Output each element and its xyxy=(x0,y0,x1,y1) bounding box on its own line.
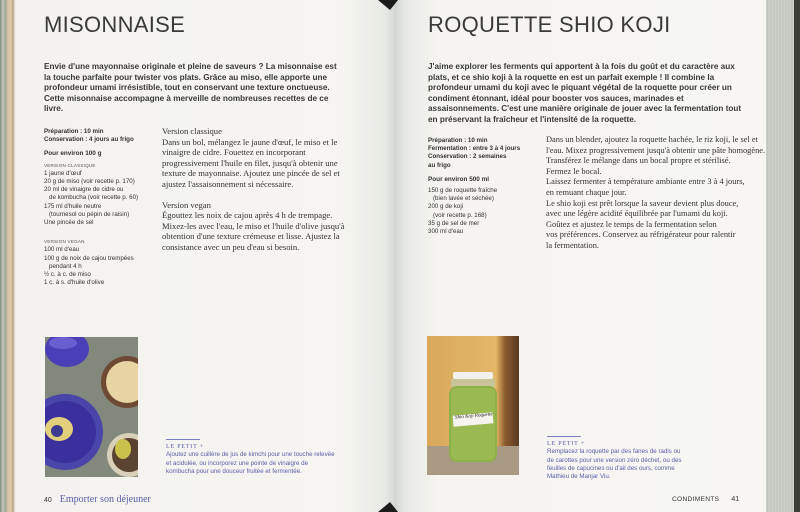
ingredient: 300 ml d'eau xyxy=(428,228,464,236)
ingredient: pendant 4 h xyxy=(49,262,82,270)
ingredient: 100 g de noix de cajou trempées xyxy=(44,254,134,262)
ingredient: 20 ml de vinaigre de cidre ou xyxy=(44,186,124,194)
ingredient: (tournesol ou pépin de raisin) xyxy=(49,210,130,218)
method-vegan-text: Égouttez les noix de cajou après 4 h de trempage. Mixez-les avec l'eau, le miso et l'huile d'olive jusqu'à obtention d'une texture crémeuse et lisse. Ajustez la consistance avec un peu d'eau si besoin. xyxy=(162,210,345,252)
tip-text: Remplacez la roquette par des fanes de radis ou de carottes pour une version zéro déchet, ou des feuilles de capucines ou d'ail des ours, comme Mathieu de Manjar Viu. xyxy=(547,448,682,481)
left-page xyxy=(16,0,394,512)
preparation-time: Préparation : 10 min xyxy=(428,137,488,144)
recipe-meta xyxy=(428,137,548,236)
tip-divider xyxy=(547,436,581,437)
page-folio-right xyxy=(672,496,739,503)
method-line: Laissez fermenter à température ambiante entre 3 à 4 jours, xyxy=(546,177,745,187)
book-page-edges-left xyxy=(0,0,16,512)
book-page-edges-right xyxy=(766,0,800,512)
jar-label: Shio Koji Roquette xyxy=(454,412,493,421)
recipe-method xyxy=(546,135,766,252)
tip-box xyxy=(547,436,687,481)
ingredient: ½ c. à c. de miso xyxy=(44,271,91,279)
ingredient: de kombucha (voir recette p. 60) xyxy=(49,194,139,202)
method-line: Transférez le mélange dans un bocal propre et stérilisé. xyxy=(546,156,731,166)
method-line: vos préférences. Conservez au réfrigérateur pour ralentir xyxy=(546,230,736,240)
shio-koji-jar-image xyxy=(427,336,519,475)
recipe-meta xyxy=(44,128,164,287)
chapter-name: Emporter son déjeuner xyxy=(59,494,151,505)
recipe-title: ROQUETTE SHIO KOJI xyxy=(428,12,671,37)
page-number: 40 xyxy=(44,497,52,504)
tip-label: LE PETIT + xyxy=(547,441,585,447)
ingredients-vegan-heading: VERSION VEGAN xyxy=(44,239,85,245)
tip-label: LE PETIT + xyxy=(166,444,204,450)
ingredient: (bien lavée et séchée) xyxy=(433,195,494,203)
fermentation-time: Fermentation : entre 3 à 4 jours xyxy=(428,145,521,153)
method-line: Fermez le bocal. xyxy=(546,166,602,176)
tip-text: Ajoutez une cuillère de jus de kimchi pour une touche relevée et acidulée, ou incorporez une pointe de vinaigre de kombucha pour une douceur fruitée et fermentée. xyxy=(166,451,335,475)
ingredient: 1 jaune d'œuf xyxy=(44,169,82,177)
method-line: la fermentation. xyxy=(546,240,600,250)
ingredient: 35 g de sel de mer xyxy=(428,219,480,227)
conservation-time: Conservation : 4 jours au frigo xyxy=(44,136,134,144)
ingredient: 150 g de roquette fraîche xyxy=(428,187,498,195)
ingredient: 20 g de miso (voir recette p. 170) xyxy=(44,178,135,186)
ingredient: 1 c. à s. d'huile d'olive xyxy=(44,279,105,287)
recipe-intro: J'aime explorer les ferments qui apportent à la fois du goût et du caractère aux plats, et ce shio koji à la roquette en est un parfait exemple ! Il combine la profondeur umami du koji avec le piquant végétal de la roquette pour créer un condiment étonnant, idéal pour booster vos sauces, marinades et assaisonnements. C'est une manière originale de jouer avec la fermentation tout en préservant la fraîcheur et l'intensité de la roquette. xyxy=(428,62,742,124)
ingredient: 100 ml d'eau xyxy=(44,246,80,254)
method-classic-heading: Version classique xyxy=(162,126,222,136)
recipe-yield: Pour environ 500 ml xyxy=(428,175,490,183)
recipe-photo-misonnaise xyxy=(45,337,138,477)
method-line: en remuant chaque jour. xyxy=(546,187,627,197)
method-vegan-heading: Version vegan xyxy=(162,199,211,210)
recipe-yield: Pour environ 100 g xyxy=(44,150,102,158)
method-line: Goûtez et ajustez le temps de la fermentation selon xyxy=(546,219,717,229)
misonnaise-bowls-image xyxy=(45,337,138,477)
ingredient: Une pincée de sel xyxy=(44,219,94,227)
method-line: Le shio koji est prêt lorsque la saveur devient plus douce, xyxy=(546,198,739,208)
chapter-name: CONDIMENTS xyxy=(672,496,720,503)
tip-box xyxy=(166,439,336,476)
preparation-time: Préparation : 10 min xyxy=(44,128,104,135)
method-line: Dans un blender, ajoutez la roquette hachée, le riz koji, le sel et xyxy=(546,135,758,144)
recipe-title: MISONNAISE xyxy=(44,12,186,37)
ingredient: (voir recette p. 168) xyxy=(433,211,487,219)
recipe-intro: Envie d'une mayonnaise originale et pleine de saveurs ? La misonnaise est la touche parfaite pour twister vos plats. Grâce au miso, elle apporte une profondeur umami irrésistible, tout en conservant une texture onctueuse. Cette misonnaise accompagne à merveille de nombreuses recettes de ce livre. xyxy=(44,62,337,114)
ingredient: 175 ml d'huile neutre xyxy=(44,202,102,210)
method-line: l'eau. Mixez progressivement jusqu'à obtenir une pâte homogène. xyxy=(546,145,766,155)
page-folio-left xyxy=(44,494,151,505)
tip-divider xyxy=(166,439,200,440)
method-classic-text: Dans un bol, mélangez le jaune d'œuf, le miso et le vinaigre de cidre. Fouettez en incorporant progressivement l'huile en filet, jusqu'à obtenir une texture de mayonnaise. Ajoutez une pincée de sel et ajustez l'assaisonnement si nécessaire. xyxy=(162,136,340,189)
conservation-time: Conservation : 2 semaines au frigo xyxy=(428,153,507,169)
right-page xyxy=(394,0,766,512)
recipe-method xyxy=(162,126,358,263)
recipe-photo-roquette xyxy=(427,336,519,475)
method-line: avec une légère acidité équilibrée par l'umami du koji. xyxy=(546,209,728,219)
ingredients-classic-heading: VERSION CLASSIQUE xyxy=(44,162,96,168)
page-number: 41 xyxy=(731,496,740,503)
ingredient: 200 g de koji xyxy=(428,203,464,211)
